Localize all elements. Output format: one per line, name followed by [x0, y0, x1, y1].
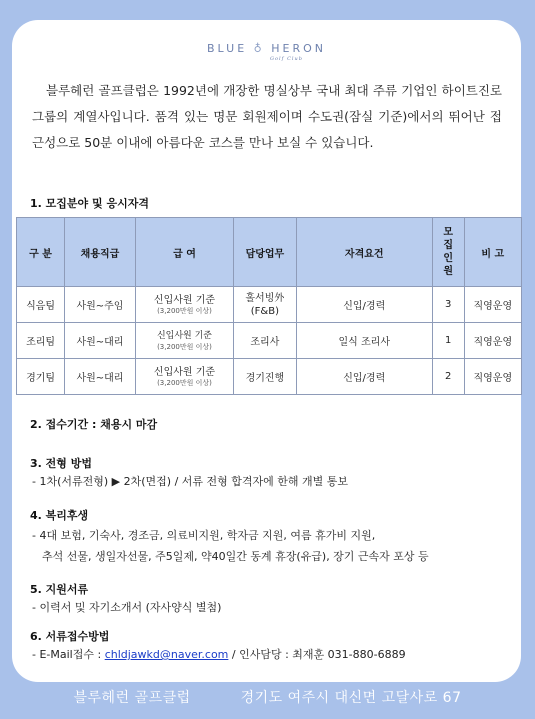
- col-header-qualification: [296, 218, 432, 287]
- col-header-dept: 구 분: [17, 218, 65, 287]
- salary-note: (3,200만원 이상): [157, 343, 212, 351]
- cell-salary: [135, 323, 233, 359]
- job-posting-card: [12, 20, 521, 682]
- section-process-title: 3. 전형 방법: [30, 457, 92, 470]
- cell-count: 3: [432, 287, 464, 323]
- logo-subtitle: Golf Club: [270, 56, 303, 62]
- col-header-note: 비 고: [464, 218, 521, 287]
- section-period-title: 2. 접수기간 : 채용시 마감: [30, 418, 158, 431]
- docs-text: - 이력서 및 자기소개서 (자사양식 별첨): [32, 601, 222, 614]
- section-recruit-title: 1. 모집분야 및 응시자격: [30, 197, 149, 210]
- apply-contact: / 인사담당 : 최재훈 031-880-6889: [228, 648, 406, 661]
- cell-qualification: 일식 조리사: [296, 323, 432, 359]
- table-row: [17, 287, 522, 323]
- cell-rank: 사원~주임: [65, 287, 136, 323]
- section-apply-title: 6. 서류접수방법: [30, 630, 110, 643]
- cell-duty: 홀서빙外 (F&B): [234, 287, 296, 323]
- salary-note: (3,200만원 이상): [157, 379, 212, 387]
- cell-note: 직영운영: [464, 359, 521, 395]
- cell-salary: [135, 287, 233, 323]
- qualification-header-label: 자격요건: [344, 248, 384, 260]
- cell-dept: 조리팀: [17, 323, 65, 359]
- cell-rank: 사원~대리: [65, 359, 136, 395]
- heron-icon: ♁: [253, 42, 265, 55]
- cell-qualification: 신입/경력: [296, 287, 432, 323]
- email-link[interactable]: chldjawkd@naver.com: [104, 648, 229, 661]
- cell-dept: 경기팀: [17, 359, 65, 395]
- cell-dept: 식음팀: [17, 287, 65, 323]
- logo-word-right: HERON: [271, 42, 326, 55]
- logo-word-left: BLUE: [207, 42, 248, 55]
- table-row: [17, 359, 522, 395]
- col-header-duty: 담당업무: [234, 218, 296, 287]
- table-header-row: [17, 218, 522, 287]
- col-header-count: [432, 218, 464, 287]
- welfare-text-line2: 추석 선물, 생일자선물, 주5일제, 약40일간 동계 휴장(유급), 장기 근속자 포상 등: [42, 550, 429, 563]
- cell-note: 직영운영: [464, 287, 521, 323]
- salary-note: (3,200만원 이상): [157, 307, 212, 315]
- company-logo: [12, 42, 521, 62]
- footer-address: 경기도 여주시 대신면 고달사로 67: [240, 690, 462, 706]
- process-text: - 1차(서류전형) ▶ 2차(면접) / 서류 전형 합격자에 한해 개별 통보: [32, 475, 349, 488]
- section-docs-title: 5. 지원서류: [30, 583, 89, 596]
- cell-count: 1: [432, 323, 464, 359]
- cell-note: 직영운영: [464, 323, 521, 359]
- cell-salary: [135, 359, 233, 395]
- logo-wordmark: [12, 42, 521, 55]
- salary-text: 신입사원 기준: [156, 331, 212, 341]
- apply-prefix: - E-Mail접수 :: [32, 648, 105, 661]
- recruitment-table: [16, 217, 522, 395]
- table-row: [17, 323, 522, 359]
- footer-bar: [0, 687, 535, 707]
- welfare-text-line1: - 4대 보험, 기숙사, 경조금, 의료비지원, 학자금 지원, 여름 휴가비 지원,: [32, 529, 376, 542]
- cell-qualification: 신입/경력: [296, 359, 432, 395]
- col-header-rank: 채용직급: [65, 218, 136, 287]
- salary-text: 신입사원 기준: [153, 367, 216, 378]
- count-header-label: 모집인원: [443, 227, 454, 277]
- cell-rank: 사원~대리: [65, 323, 136, 359]
- cell-duty: 조리사: [234, 323, 296, 359]
- salary-text: 신입사원 기준: [153, 295, 216, 306]
- cell-duty: 경기진행: [234, 359, 296, 395]
- cell-count: 2: [432, 359, 464, 395]
- apply-text: [32, 646, 406, 662]
- footer-company-name: 블루헤런 골프클럽: [73, 690, 191, 706]
- section-welfare-title: 4. 복리후생: [30, 509, 89, 522]
- intro-paragraph: 블루헤런 골프클럽은 1992년에 개장한 명실상부 국내 최대 주류 기업인 하이트진로 그룹의 계열사입니다. 품격 있는 명문 회원제이며 수도권(잠실 기준)에서의 뛰어난 접근성으로 50분 이내에 아름다운 코스를 만나 보실 수 있습니다.: [32, 83, 502, 150]
- col-header-salary: 급 여: [135, 218, 233, 287]
